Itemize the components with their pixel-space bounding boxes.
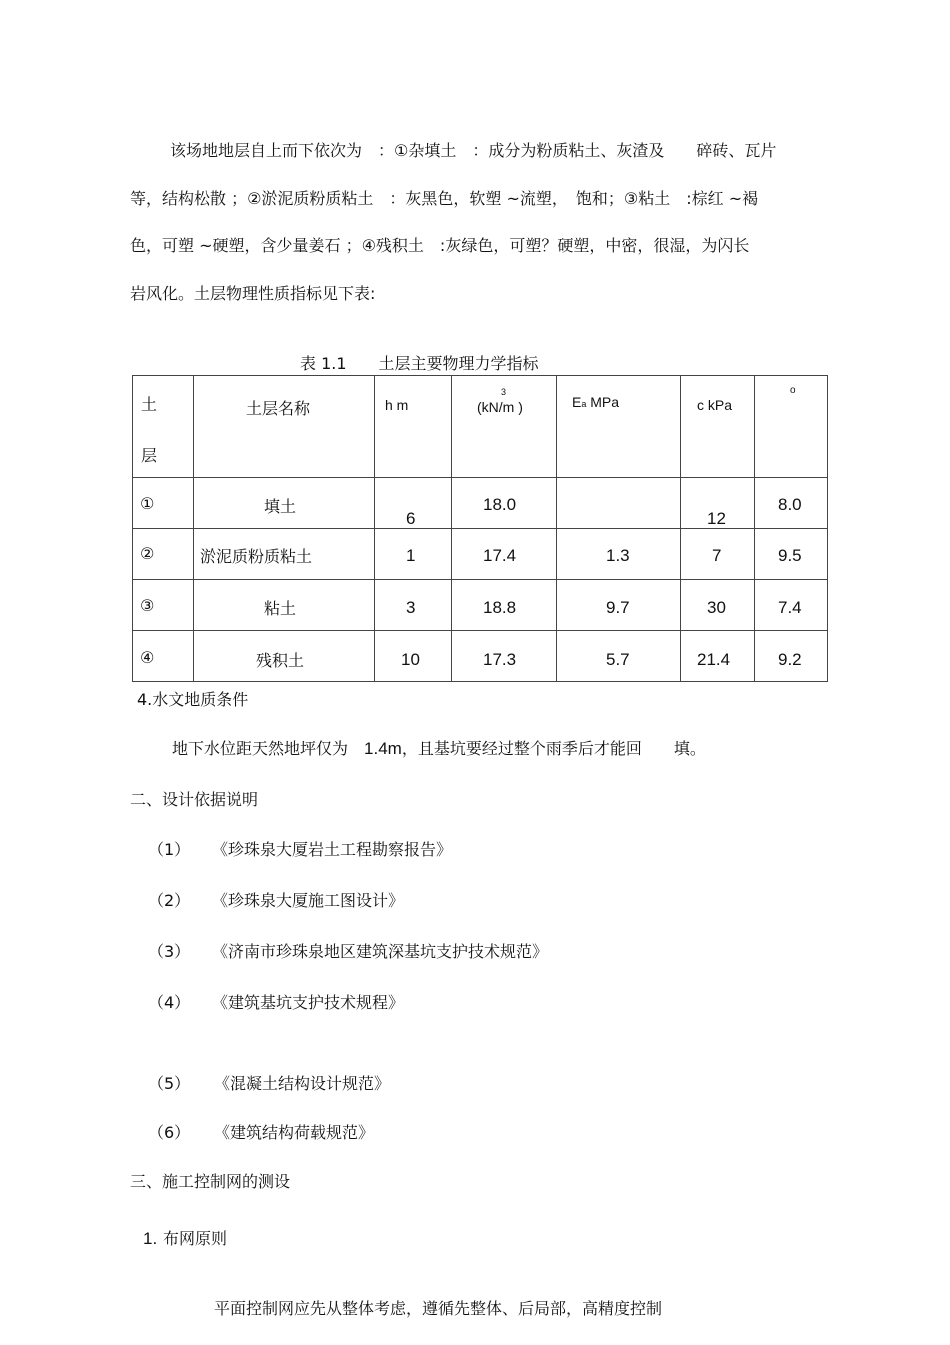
header-ea-label <box>572 394 619 410</box>
table-caption: 表 1.1 土层主要物理力学指标 <box>300 354 539 373</box>
header-ea-main: E <box>572 394 582 410</box>
list-item-number: （1） <box>148 840 191 859</box>
header-c-label: c kPa <box>697 397 733 413</box>
list-item <box>148 1120 374 1143</box>
cell-c <box>681 580 755 631</box>
header-name-label: 土层名称 <box>246 399 311 418</box>
header-layer <box>133 376 194 478</box>
cell-ea <box>557 580 681 631</box>
header-phi-label: o <box>790 385 796 396</box>
cell-phi <box>755 580 828 631</box>
list-item-number: （6） <box>148 1123 191 1142</box>
row-c: 7 <box>712 546 722 565</box>
list-item <box>148 939 548 962</box>
row-h: 10 <box>401 650 420 669</box>
list-item-text: 《济南市珍珠泉地区建筑深基坑支护技术规范》 <box>212 942 549 961</box>
section3-subheading-number: 1. <box>143 1229 158 1248</box>
row-h: 6 <box>406 509 416 528</box>
cell-phi <box>755 529 828 580</box>
list-item-number: （5） <box>148 1074 191 1093</box>
section3-title: 三、施工控制网的测设 <box>130 1172 291 1191</box>
row-h: 1 <box>406 546 416 565</box>
row-id: ② <box>140 544 155 563</box>
section3-subheading <box>143 1226 227 1249</box>
header-phi <box>755 376 828 478</box>
header-c <box>681 376 755 478</box>
header-gamma-label: (kN/m ) <box>477 399 523 415</box>
row-phi: 9.2 <box>778 650 802 669</box>
header-ea-subscript: a <box>581 399 587 409</box>
intro-paragraph <box>130 127 840 317</box>
intro-line-3: 色，可塑 ~硬塑，含少量姜石 ；④残积土 :灰绿色，可塑？硬塑，中密，很湿，为闪长 <box>130 236 750 255</box>
row-gamma: 17.4 <box>483 546 517 565</box>
list-item <box>148 990 404 1013</box>
cell-gamma <box>452 529 557 580</box>
list-item <box>148 837 452 860</box>
header-gamma-superscript: 3 <box>501 387 507 397</box>
cell-gamma <box>452 580 557 631</box>
section4-water-level: 1.4m <box>364 739 402 758</box>
row-name: 填土 <box>264 497 297 516</box>
cell-id <box>133 529 194 580</box>
section3-body: 平面控制网应先从整体考虑，遵循先整体、后局部，高精度控制 <box>214 1299 663 1318</box>
cell-ea <box>557 478 681 529</box>
cell-ea <box>557 631 681 682</box>
list-item-text: 《建筑结构荷载规范》 <box>214 1123 375 1142</box>
header-gamma <box>452 376 557 478</box>
table-header-row <box>133 376 828 478</box>
table-row <box>133 478 828 529</box>
cell-gamma <box>452 631 557 682</box>
cell-id <box>133 580 194 631</box>
row-phi: 7.4 <box>778 598 802 617</box>
cell-phi <box>755 478 828 529</box>
cell-phi <box>755 631 828 682</box>
cell-name <box>194 631 375 682</box>
list-item <box>148 888 404 911</box>
table-row <box>133 529 828 580</box>
row-name: 淤泥质粉质粘土 <box>200 547 313 566</box>
intro-line-2: 等，结构松散 ；②淤泥质粉质粘土 ：灰黑色，软塑 ~流塑， 饱和；③粘土 :棕红 ~褐 <box>130 188 759 208</box>
cell-c <box>681 478 755 529</box>
row-id: ④ <box>140 648 155 667</box>
row-name: 残积土 <box>256 651 305 670</box>
section4-text-c: ，且基坑要经过整个雨季后才能回 填。 <box>401 739 706 758</box>
section2-title: 二、设计依据说明 <box>130 790 259 809</box>
header-name <box>194 376 375 478</box>
header-h <box>375 376 452 478</box>
cell-id <box>133 631 194 682</box>
table-row <box>133 631 828 682</box>
section4-text-a: 地下水位距天然地坪仅为 <box>172 739 365 758</box>
list-item-number: （2） <box>148 891 191 910</box>
cell-h <box>375 478 452 529</box>
header-layer-top: 土 <box>141 395 158 414</box>
list-item-number: （3） <box>148 942 191 961</box>
list-item <box>148 1071 390 1094</box>
cell-h <box>375 631 452 682</box>
row-c: 30 <box>707 598 726 617</box>
cell-name <box>194 478 375 529</box>
cell-name <box>194 529 375 580</box>
row-ea: 5.7 <box>606 650 630 669</box>
row-phi: 8.0 <box>778 495 802 514</box>
list-item-number: （4） <box>148 993 191 1012</box>
table-row <box>133 580 828 631</box>
cell-name <box>194 580 375 631</box>
list-item-text: 《建筑基坑支护技术规程》 <box>212 993 405 1012</box>
row-gamma: 17.3 <box>483 650 517 669</box>
header-ea <box>557 376 681 478</box>
section3-subheading-text: 布网原则 <box>163 1229 228 1248</box>
row-h: 3 <box>406 598 416 617</box>
header-ea-unit: MPa <box>586 394 620 410</box>
section4-body <box>172 736 706 759</box>
soil-properties-table <box>132 375 828 682</box>
cell-ea <box>557 529 681 580</box>
row-id: ① <box>140 494 155 513</box>
cell-gamma <box>452 478 557 529</box>
row-ea: 9.7 <box>606 598 630 617</box>
list-item-text: 《混凝土结构设计规范》 <box>214 1074 391 1093</box>
cell-h <box>375 529 452 580</box>
row-phi: 9.5 <box>778 546 802 565</box>
intro-line-1: 该场地地层自上而下依次为 ：①杂填土 ：成分为粉质粘土、灰渣及 碎砖、瓦片 <box>170 141 777 160</box>
list-item-text: 《珍珠泉大厦岩土工程勘察报告》 <box>212 840 453 859</box>
cell-id <box>133 478 194 529</box>
row-id: ③ <box>140 596 155 615</box>
row-c: 21.4 <box>697 650 731 669</box>
row-c: 12 <box>707 509 726 528</box>
row-name: 粘土 <box>264 599 297 618</box>
cell-c <box>681 529 755 580</box>
row-gamma: 18.8 <box>483 598 517 617</box>
intro-line-4: 岩风化。土层物理性质指标见下表: <box>130 283 376 303</box>
header-layer-bottom: 层 <box>141 446 158 465</box>
list-item-text: 《珍珠泉大厦施工图设计》 <box>212 891 405 910</box>
header-h-label: h m <box>385 397 409 413</box>
cell-h <box>375 580 452 631</box>
cell-c <box>681 631 755 682</box>
row-ea: 1.3 <box>606 546 630 565</box>
row-gamma: 18.0 <box>483 495 517 514</box>
section4-title: 4.水文地质条件 <box>137 690 249 709</box>
